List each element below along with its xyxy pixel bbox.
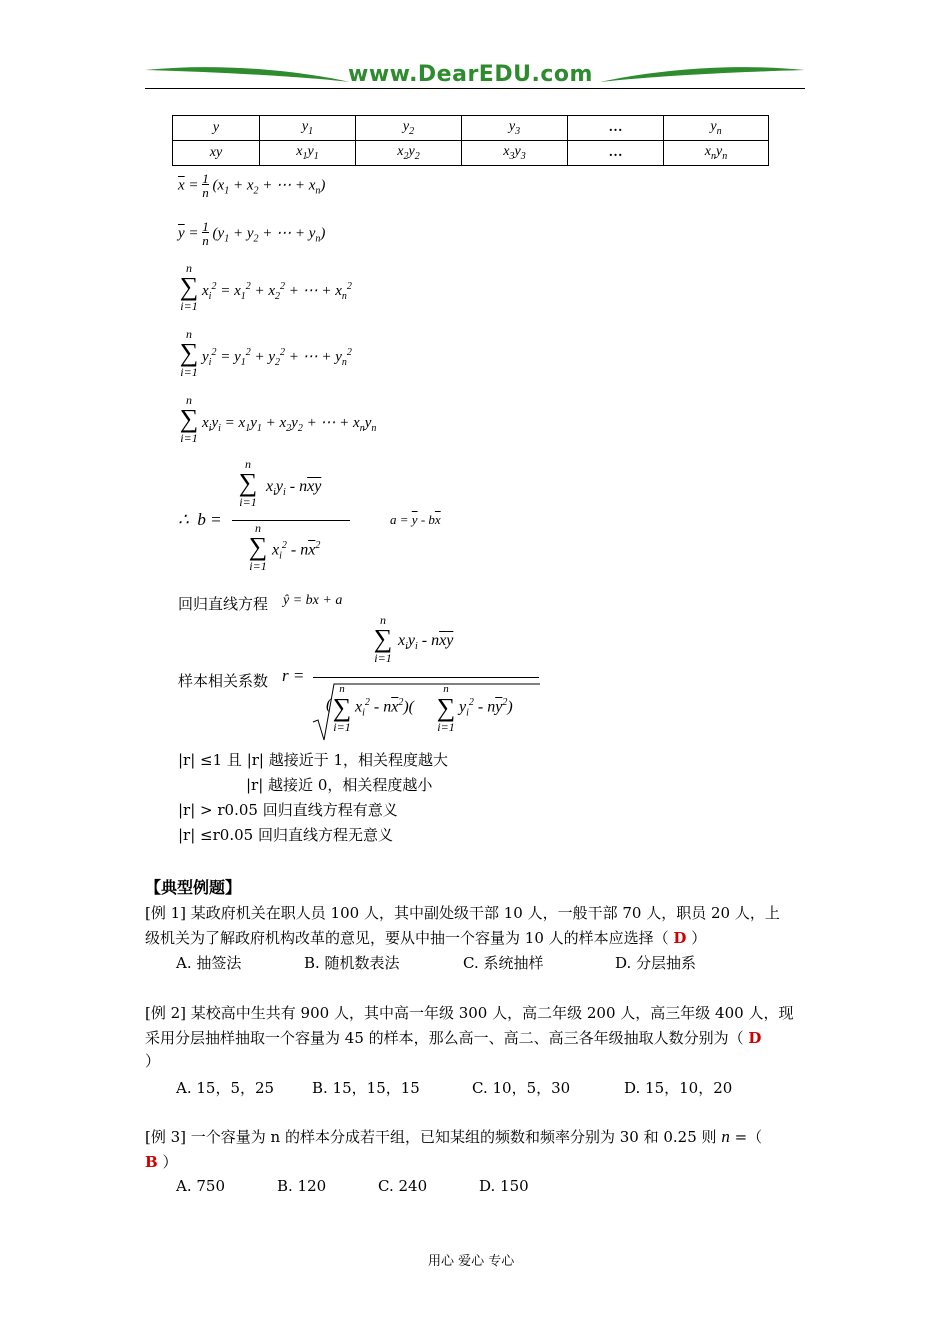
site-brand[interactable]: www.DearEDU.com [348, 62, 593, 87]
table-cell: $y_n$ [664, 116, 769, 141]
sigma-x2: n ∑ i=1 [179, 261, 199, 313]
example-1-option-c: C. 系统抽样 [463, 954, 544, 972]
note-3: |r| > r0.05 回归直线方程有意义 [178, 801, 398, 819]
footer-slogan: 用心 爱心 专心 [428, 1254, 515, 1269]
formula-sum-x2: $x_i^2 = x_1^2 + x_2^2$ + ⋯ + $x_n^2$ [202, 281, 352, 302]
table-cell: $x_3y_3$ [462, 141, 568, 166]
formula-ybar: $\overline{y} = 1$ n ($y_1 + y_2$ + ⋯ + $y_n$) [178, 219, 326, 248]
example-2-option-c: C. 10，5，30 [472, 1079, 571, 1097]
frac-line-b [232, 520, 350, 521]
sigma-y2: n ∑ i=1 [179, 327, 199, 379]
frac-line-r [313, 677, 539, 678]
formula-b-lhs: ∴ b = [178, 510, 222, 529]
corr-paren-open: ( [326, 696, 332, 713]
example-1-answer: D [673, 929, 687, 947]
table-cell: $x_2y_2$ [356, 141, 462, 166]
example-3-line1: [例 3] 一个容量为 n 的样本分成若干组，已知某组的频数和频率分别为 30 和 0.25 则 n =（ [145, 1127, 763, 1146]
table-cell: … [568, 141, 664, 166]
example-3-option-d: D. 150 [479, 1177, 529, 1195]
example-3-option-c: C. 240 [378, 1177, 428, 1195]
sigma-b-num: n ∑ i=1 [238, 457, 258, 509]
note-4: |r| ≤r0.05 回归直线方程无意义 [178, 826, 393, 844]
header-rule [145, 88, 805, 89]
formula-a: $a = \overline{y} - b\overline{x}$ [390, 512, 441, 527]
example-3-option-b: B. 120 [277, 1177, 327, 1195]
example-3-option-a: A. 750 [176, 1177, 225, 1195]
example-3-answer: B [145, 1153, 158, 1171]
note-1: |r| ≤1 且 |r| 越接近于 1，相关程度越大 [178, 751, 449, 769]
example-1-line1: [例 1] 某政府机关在职人员 100 人，其中副处级干部 10 人，一般干部 70 人，职员 20 人，上 [145, 904, 780, 922]
table-cell: y [173, 116, 260, 141]
table-cell: $y_1$ [260, 116, 356, 141]
table-cell: xy [173, 141, 260, 166]
corr-label: 样本相关系数 [178, 672, 269, 690]
note-2: |r| 越接近 0，相关程度越小 [246, 776, 433, 794]
example-2-option-a: A. 15，5，25 [176, 1079, 275, 1097]
table-cell: $y_3$ [462, 116, 568, 141]
table-row [173, 116, 769, 141]
sigma-b-den: n ∑ i=1 [248, 521, 268, 573]
corr-numerator: $x_iy_i - n\overline{x}\overline{y}$ [398, 632, 454, 653]
example-1-option-b: B. 随机数表法 [304, 954, 400, 972]
example-1-line2: 级机关为了解政府机构改革的意见，要从中抽一个容量为 10 人的样本应选择（ D ） [145, 929, 707, 947]
example-2-line2: 采用分层抽样抽取一个容量为 45 的样本，那么高一、高二、高三各年级抽取人数分别为（ D [145, 1029, 762, 1047]
formula-xbar: $\overline{x} = 1$ n ($x_1 + x_2$ + ⋯ + $x_n$) [178, 171, 326, 200]
regression-label: 回归直线方程 [178, 595, 269, 613]
sigma-r-den-y: n ∑ i=1 [436, 683, 456, 734]
formula-b-numerator: $x_iy_i - n\overline{x}\overline{y}$ [266, 478, 322, 499]
sigma-xy: n ∑ i=1 [179, 393, 199, 445]
table-row [173, 141, 769, 166]
example-2-line3: ） [145, 1052, 161, 1070]
formula-b-denominator: $x_i^2 - n\overline{x}^2$ [272, 540, 321, 562]
corr-lhs: r = [282, 666, 305, 685]
example-1-option-a: A. 抽签法 [176, 954, 242, 972]
table-cell: $x_1y_1$ [260, 141, 356, 166]
example-2-option-b: B. 15，15，15 [312, 1079, 420, 1097]
data-table [172, 115, 769, 166]
example-2-option-d: D. 15，10，20 [624, 1079, 733, 1097]
example-1-option-d: D. 分层抽系 [615, 954, 697, 972]
table-cell: $x_ny_n$ [664, 141, 769, 166]
regression-equation: ŷ = bx + a [283, 593, 343, 608]
example-2-line1: [例 2] 某校高中生共有 900 人，其中高一年级 300 人，高二年级 200 人，高三年级 400 人，现 [145, 1004, 794, 1022]
sigma-r-num: n ∑ i=1 [373, 613, 393, 665]
sigma-r-den-x: n ∑ i=1 [332, 683, 352, 734]
corr-denominator-y: $y_i^2 - n\overline{y}^2$) [459, 697, 513, 719]
section-title: 【典型例题】 [145, 878, 242, 897]
table-cell: $y_2$ [356, 116, 462, 141]
example-2-answer: D [748, 1029, 762, 1047]
example-3-line2: B ） [145, 1153, 178, 1171]
formula-sum-xy: $x_iy_i = x_1y_1 + x_2y_2$ + ⋯ + $x_ny_n$ [202, 415, 377, 434]
table-cell: … [568, 116, 664, 141]
corr-denominator-x: $x_i^2 - n\overline{x}^2$)( [355, 697, 414, 719]
formula-sum-y2: $y_i^2 = y_1^2 + y_2^2$ + ⋯ + $y_n^2$ [202, 347, 352, 368]
